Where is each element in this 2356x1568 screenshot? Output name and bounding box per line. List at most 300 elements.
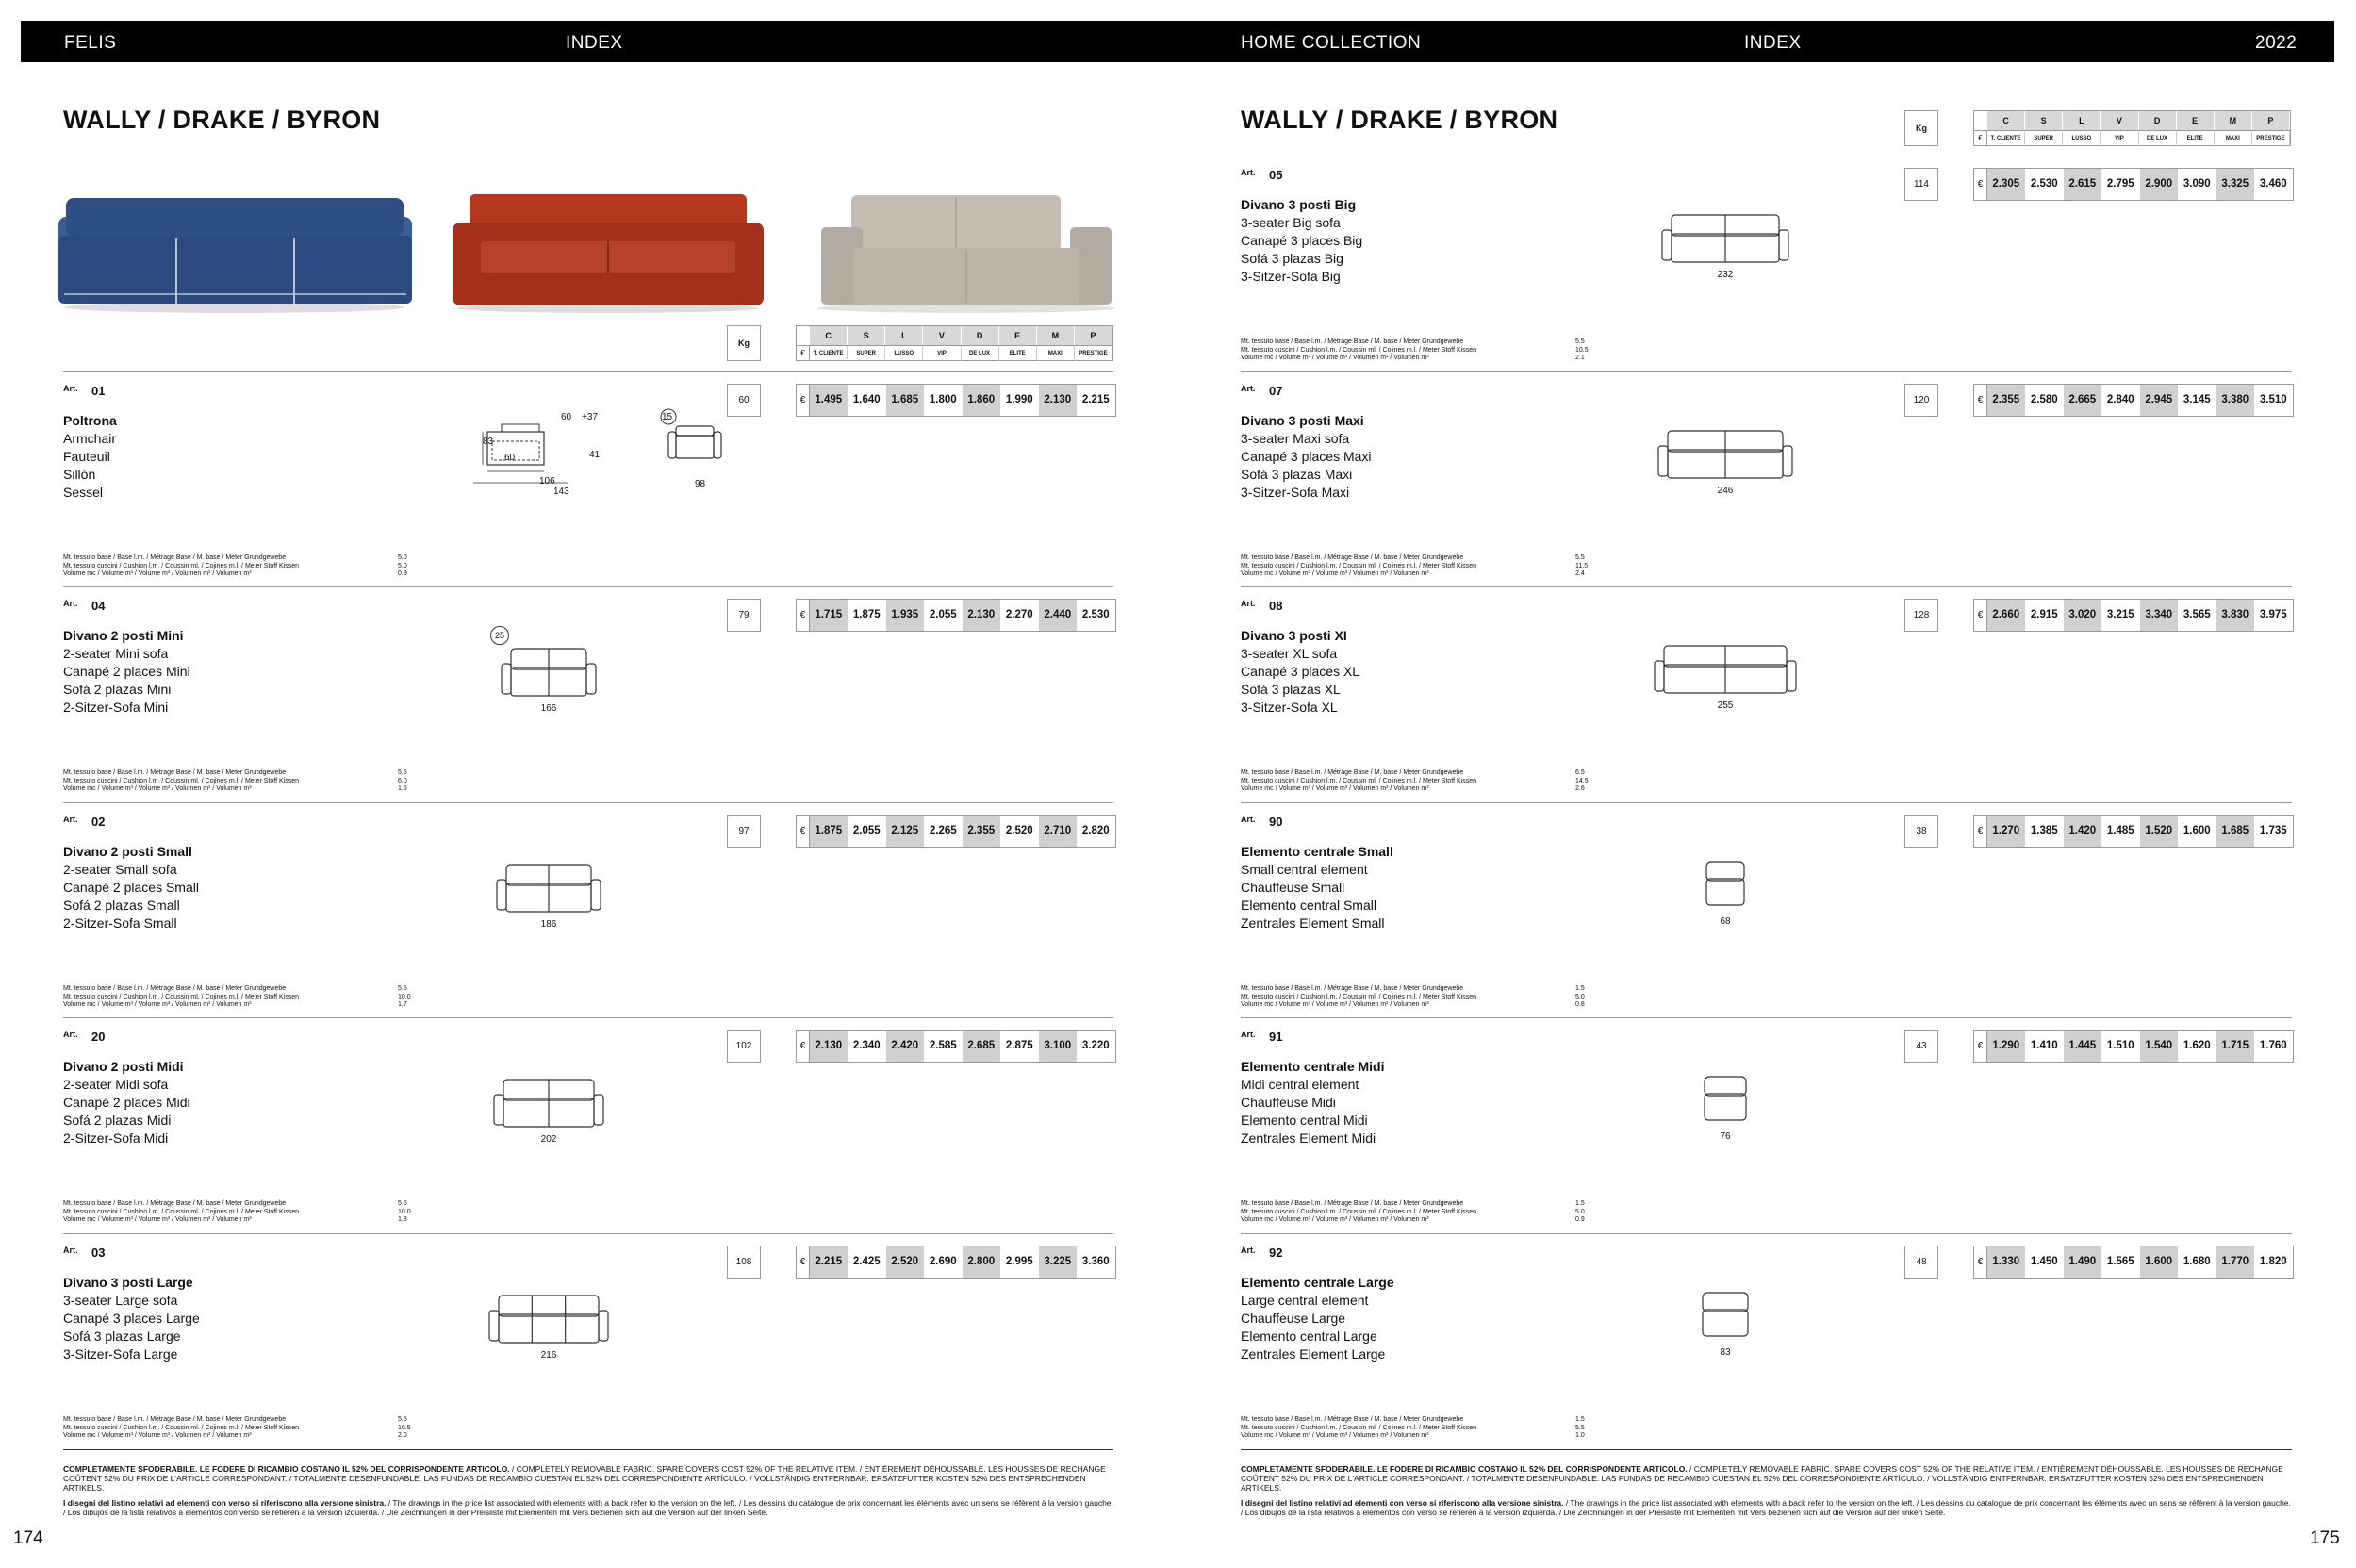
price-cell: 3.565 xyxy=(2179,600,2217,631)
metric-value: 5.5 xyxy=(1575,1424,1585,1431)
product-name: Sofá 2 plazas Midi xyxy=(63,1113,172,1128)
price-cell: 1.820 xyxy=(2255,1246,2294,1278)
index-link[interactable]: INDEX xyxy=(566,33,623,53)
index-link[interactable]: INDEX xyxy=(1744,33,1802,53)
price-grid-header xyxy=(1973,110,2291,146)
price-cell: 1.290 xyxy=(1987,1031,2026,1062)
product-name: Canapé 3 places Large xyxy=(63,1311,200,1326)
dimension-label: +37 xyxy=(582,412,598,422)
dimension-label: 60 xyxy=(561,412,572,422)
metric-value: 0.9 xyxy=(398,570,407,577)
metric-label: Mt. tessuto cuscini / Cushion l.m. / Coussin ml. / Cojines m.l. / Meter Stoff Kissen xyxy=(1241,346,1477,354)
metric-value: 14.5 xyxy=(1575,777,1589,784)
price-cell: 1.685 xyxy=(886,385,925,416)
price-cell: 3.340 xyxy=(2140,600,2179,631)
price-cell: 1.485 xyxy=(2102,816,2141,847)
tier-code: D xyxy=(962,326,999,345)
product-name: Zentrales Element Midi xyxy=(1241,1131,1376,1146)
tier-code: S xyxy=(2025,111,2063,130)
metric-label: Volume mc / Volume m³ / Volume m³ / Volumen m³ / Volumen m³ xyxy=(1241,1432,1429,1439)
price-cell: 3.460 xyxy=(2255,169,2294,200)
metric-label: Mt. tessuto base / Base l.m. / Métrage Base / M. base / Meter Grundgewebe xyxy=(1241,554,1464,561)
price-tier-names xyxy=(1974,130,2290,146)
metric-value: 10.5 xyxy=(398,1424,411,1431)
price-cell: 2.585 xyxy=(925,1031,964,1062)
product-name: Armchair xyxy=(63,431,117,446)
tier-name: LUSSO xyxy=(885,346,923,361)
product-name: Zentrales Element Large xyxy=(1241,1346,1386,1362)
sofa-drawing xyxy=(1662,215,1788,290)
metric-value: 5.0 xyxy=(398,554,407,561)
metric-label: Mt. tessuto base / Base l.m. / Métrage Base / M. base / Meter Grundgewebe xyxy=(1241,769,1464,776)
tier-code: E xyxy=(999,326,1037,345)
sofa-drawing xyxy=(497,865,601,940)
product-names xyxy=(1241,843,1393,933)
article-number: 92 xyxy=(1269,1246,1283,1260)
product-name: 3-Sitzer-Sofa Large xyxy=(63,1346,178,1362)
tier-code: M xyxy=(2215,111,2252,130)
product-names xyxy=(63,412,117,502)
price-cell: 1.860 xyxy=(963,385,1001,416)
product-name: Canapé 3 places XL xyxy=(1241,664,1360,679)
dimension-label: 60 xyxy=(504,453,516,463)
metric-value: 5.5 xyxy=(398,985,407,992)
price-cell: 2.305 xyxy=(1987,169,2026,200)
art-label: Art. xyxy=(63,815,78,824)
tier-code: V xyxy=(2101,111,2138,130)
page-number: 174 xyxy=(13,1528,43,1548)
metric-label: Volume mc / Volume m³ / Volume m³ / Volumen m³ / Volumen m³ xyxy=(1241,785,1429,792)
product-name: 3-Sitzer-Sofa Maxi xyxy=(1241,485,1350,500)
price-cell: 2.795 xyxy=(2102,169,2141,200)
price-cell: 2.355 xyxy=(1987,385,2026,416)
price-cell: 2.685 xyxy=(963,1031,1001,1062)
metric-label: Mt. tessuto base / Base l.m. / Métrage Base / M. base / Meter Grundgewebe xyxy=(63,1416,287,1423)
metric-value: 0.9 xyxy=(1575,1216,1585,1223)
metric-value: 5.0 xyxy=(398,562,407,569)
metric-label: Mt. tessuto base / Base l.m. / Métrage Base / M. base / Meter Grundgewebe xyxy=(1241,1416,1464,1423)
metric-value: 0.8 xyxy=(1575,1001,1585,1008)
dimension-label: 255 xyxy=(1717,701,1734,711)
metric-value: 1.0 xyxy=(1575,1432,1585,1439)
product-row xyxy=(63,586,1113,801)
metric-label: Mt. tessuto cuscini / Cushion l.m. / Coussin ml. / Cojines m.l. / Meter Stoff Kissen xyxy=(63,1424,300,1431)
product-name: Divano 2 posti Mini xyxy=(63,628,184,643)
price-cell: 2.900 xyxy=(2140,169,2179,200)
article-number: 03 xyxy=(91,1246,106,1260)
metric-value: 10.0 xyxy=(398,993,411,1000)
product-name: Zentrales Element Small xyxy=(1241,916,1385,931)
tier-name: MAXI xyxy=(1037,346,1075,361)
metric-value: 5.0 xyxy=(1575,1208,1585,1215)
product-name: Divano 2 posti Small xyxy=(63,844,192,859)
price-tier-codes xyxy=(810,326,1112,345)
metric-label: Volume mc / Volume m³ / Volume m³ / Volumen m³ / Volumen m³ xyxy=(63,1432,252,1439)
art-label: Art. xyxy=(63,599,78,608)
art-label: Art. xyxy=(63,1246,78,1255)
article-number: 05 xyxy=(1269,168,1283,182)
currency-symbol: € xyxy=(797,385,810,416)
product-name: Canapé 3 places Maxi xyxy=(1241,449,1372,464)
product-name: Canapé 2 places Mini xyxy=(63,664,190,679)
currency-symbol: € xyxy=(1974,131,1987,146)
price-cell: 1.565 xyxy=(2102,1246,2141,1278)
product-name: 2-seater Midi sofa xyxy=(63,1077,169,1092)
product-name: Divano 2 posti Midi xyxy=(63,1059,184,1074)
price-cell: 2.615 xyxy=(2064,169,2102,200)
price-cell: 2.055 xyxy=(848,816,887,847)
metric-value: 6.0 xyxy=(398,777,407,784)
price-cell: 2.125 xyxy=(886,816,925,847)
weight-kg: 120 xyxy=(1904,384,1938,417)
price-cell: 2.660 xyxy=(1987,600,2026,631)
product-name: Large central element xyxy=(1241,1293,1369,1308)
product-name: 3-seater Large sofa xyxy=(63,1293,178,1308)
tier-name: PRESTIGE xyxy=(2252,131,2290,146)
price-cell: 1.410 xyxy=(2026,1031,2065,1062)
price-row xyxy=(1973,815,2294,848)
metric-label: Volume mc / Volume m³ / Volume m³ / Volumen m³ / Volumen m³ xyxy=(1241,570,1429,577)
armchair-drawing xyxy=(431,412,733,500)
price-cell: 2.055 xyxy=(925,600,964,631)
metric-value: 5.0 xyxy=(1575,993,1585,1000)
art-label: Art. xyxy=(1241,168,1256,177)
art-label: Art. xyxy=(1241,1030,1256,1039)
price-cell: 2.530 xyxy=(1078,600,1116,631)
tier-name: LUSSO xyxy=(2063,131,2101,146)
kg-column-header: Kg xyxy=(727,325,761,361)
price-cell: 3.380 xyxy=(2216,385,2255,416)
price-cell: 1.990 xyxy=(1001,385,1040,416)
product-name: Fauteuil xyxy=(63,449,110,464)
metric-value: 1.5 xyxy=(1575,1200,1585,1207)
price-row xyxy=(796,1246,1116,1279)
price-cell: 1.270 xyxy=(1987,816,2026,847)
metric-value: 5.5 xyxy=(398,1200,407,1207)
price-cell: 2.875 xyxy=(1001,1031,1040,1062)
metric-value: 2.4 xyxy=(1575,570,1585,577)
currency-symbol: € xyxy=(797,816,810,847)
price-cell: 2.520 xyxy=(886,1246,925,1278)
product-name: Elemento centrale Small xyxy=(1241,844,1393,859)
currency-symbol: € xyxy=(797,346,810,361)
article-number: 02 xyxy=(91,815,106,829)
tier-name: DE LUX xyxy=(962,346,999,361)
price-cell: 3.215 xyxy=(2102,600,2141,631)
metric-label: Mt. tessuto base / Base l.m. / Métrage Base / M. base / Meter Grundgewebe xyxy=(63,554,287,561)
tier-name: SUPER xyxy=(2025,131,2063,146)
art-label: Art. xyxy=(1241,1246,1256,1255)
metric-value: 1.8 xyxy=(398,1216,407,1223)
price-cell: 1.445 xyxy=(2064,1031,2102,1062)
price-cell: 1.620 xyxy=(2179,1031,2217,1062)
sofa-drawing xyxy=(494,1080,603,1155)
product-row xyxy=(63,1233,1113,1448)
product-name: 2-seater Mini sofa xyxy=(63,646,169,661)
product-name: Midi central element xyxy=(1241,1077,1359,1092)
price-cell: 2.665 xyxy=(2064,385,2102,416)
price-cell: 1.490 xyxy=(2064,1246,2102,1278)
tier-code: L xyxy=(2063,111,2101,130)
dimension-label: 143 xyxy=(553,487,569,497)
product-row xyxy=(1241,371,2292,586)
product-name: Sofá 3 plazas Big xyxy=(1241,251,1343,266)
product-name: 2-Sitzer-Sofa Mini xyxy=(63,700,169,715)
art-label: Art. xyxy=(1241,384,1256,393)
page-title: WALLY / DRAKE / BYRON xyxy=(1241,106,1558,134)
product-name: Small central element xyxy=(1241,862,1368,877)
price-cell: 1.600 xyxy=(2140,1246,2179,1278)
tier-name: T. CLIENTE xyxy=(810,346,848,361)
product-name: Elemento centrale Large xyxy=(1241,1275,1394,1290)
weight-kg: 97 xyxy=(727,815,761,848)
currency-symbol: € xyxy=(1974,816,1987,847)
product-name: 3-Sitzer-Sofa XL xyxy=(1241,700,1338,715)
dimension-label: 246 xyxy=(1717,486,1734,496)
article-number: 07 xyxy=(1269,384,1283,398)
price-cell: 1.640 xyxy=(848,385,887,416)
price-cell: 3.020 xyxy=(2064,600,2102,631)
product-name: Sofá 3 plazas Maxi xyxy=(1241,467,1353,482)
tier-code: L xyxy=(885,326,923,345)
product-name: Elemento central Midi xyxy=(1241,1113,1368,1128)
product-names xyxy=(63,1274,200,1363)
weight-kg: 102 xyxy=(727,1030,761,1063)
product-row xyxy=(1241,802,2292,1017)
footer-notes xyxy=(1241,1464,2292,1523)
price-cell: 1.875 xyxy=(810,816,848,847)
weight-kg: 48 xyxy=(1904,1246,1938,1279)
grey-sofa-photo xyxy=(816,193,1117,316)
product-name: Sofá 2 plazas Small xyxy=(63,898,180,913)
metric-label: Volume mc / Volume m³ / Volume m³ / Volumen m³ / Volumen m³ xyxy=(63,785,252,792)
price-cell: 1.715 xyxy=(2216,1031,2255,1062)
metric-value: 5.5 xyxy=(1575,554,1585,561)
price-cell: 2.690 xyxy=(925,1246,964,1278)
price-cell: 1.800 xyxy=(925,385,964,416)
product-names xyxy=(1241,412,1372,502)
product-name: Divano 3 posti Big xyxy=(1241,197,1357,212)
footer-note-bold: I disegni del listino relativi ad elementi con verso si riferiscono alla versione sinistra. xyxy=(1241,1498,1564,1508)
product-name: Divano 3 posti Large xyxy=(63,1275,193,1290)
footer-note-bold: I disegni del listino relativi ad elementi con verso si riferiscono alla versione sinistra. xyxy=(63,1498,387,1508)
price-cell: 2.130 xyxy=(1039,385,1078,416)
art-label: Art. xyxy=(1241,815,1256,824)
product-name: Sessel xyxy=(63,485,104,500)
element-drawing xyxy=(1706,862,1744,937)
dimension-label: 232 xyxy=(1717,270,1734,280)
dimension-label: 15 xyxy=(662,412,673,422)
price-cell: 2.215 xyxy=(1078,385,1116,416)
metric-label: Volume mc / Volume m³ / Volume m³ / Volumen m³ / Volumen m³ xyxy=(63,1001,252,1008)
price-cell: 1.330 xyxy=(1987,1246,2026,1278)
metric-value: 1.5 xyxy=(1575,985,1585,992)
product-names xyxy=(1241,196,1362,286)
dimension-label: 106 xyxy=(539,476,555,487)
price-row xyxy=(1973,1246,2294,1279)
red-sofa-photo xyxy=(453,189,764,316)
tier-name: ELITE xyxy=(2177,131,2215,146)
product-name: Chauffeuse Midi xyxy=(1241,1095,1336,1110)
sofa-drawing xyxy=(494,631,596,724)
price-cell: 2.710 xyxy=(1039,816,1078,847)
product-names xyxy=(63,1058,190,1147)
year-label: 2022 xyxy=(2255,33,2298,53)
product-names xyxy=(63,843,199,933)
product-name: 3-Sitzer-Sofa Big xyxy=(1241,269,1341,284)
price-cell: 1.685 xyxy=(2216,816,2255,847)
price-cell: 2.440 xyxy=(1039,600,1078,631)
sofa-drawing xyxy=(1658,431,1792,506)
metric-label: Mt. tessuto base / Base l.m. / Métrage Base / M. base / Meter Grundgewebe xyxy=(1241,338,1464,345)
dimension-label: 83 xyxy=(1720,1347,1731,1358)
weight-kg: 114 xyxy=(1904,168,1938,201)
tier-code: S xyxy=(848,326,885,345)
price-cell: 2.580 xyxy=(2026,385,2065,416)
product-name: 3-seater XL sofa xyxy=(1241,646,1338,661)
price-cell: 3.325 xyxy=(2216,169,2255,200)
blue-sofa-photo xyxy=(58,189,412,316)
header-bar-left xyxy=(21,21,1178,62)
price-cell: 2.270 xyxy=(1001,600,1040,631)
dimension-label: 76 xyxy=(1720,1131,1731,1142)
currency-symbol: € xyxy=(1974,169,1987,200)
dimension-label: 41 xyxy=(589,450,601,460)
price-cell: 1.770 xyxy=(2216,1246,2255,1278)
footer-divider xyxy=(63,1449,1113,1450)
price-row xyxy=(796,815,1116,848)
dimension-label: 83 xyxy=(483,437,494,447)
tier-name: T. CLIENTE xyxy=(1987,131,2025,146)
metric-value: 10.0 xyxy=(398,1208,411,1215)
price-row xyxy=(1973,384,2294,417)
metric-value: 1.5 xyxy=(1575,1416,1585,1423)
price-cell: 1.680 xyxy=(2179,1246,2217,1278)
product-row xyxy=(63,802,1113,1017)
tier-code: P xyxy=(2252,111,2290,130)
product-name: Elemento central Small xyxy=(1241,898,1376,913)
price-cell: 3.510 xyxy=(2255,385,2294,416)
price-row xyxy=(796,384,1116,417)
price-cell: 3.360 xyxy=(1078,1246,1116,1278)
collection-label: HOME COLLECTION xyxy=(1241,33,1422,53)
product-name: Sofá 3 plazas Large xyxy=(63,1329,181,1344)
page-title: WALLY / DRAKE / BYRON xyxy=(63,106,381,134)
price-cell: 2.915 xyxy=(2026,600,2065,631)
product-name: 3-seater Big sofa xyxy=(1241,215,1341,230)
article-number: 91 xyxy=(1269,1030,1283,1044)
product-name: 3-seater Maxi sofa xyxy=(1241,431,1350,446)
metric-label: Mt. tessuto cuscini / Cushion l.m. / Coussin ml. / Cojines m.l. / Meter Stoff Kissen xyxy=(1241,777,1477,784)
footer-note: / COMPLETELY REMOVABLE FABRIC. SPARE COVERS COST 52% OF THE RELATIVE ITEM. / ENTIÈREMENT DÉHOUSSABLE. LES HOUSSES DE RECHANGE COÛTENT 52% DU PRIX DE L'ARTICLE CORRESPONDANT. / TOTALMENTE DESENFUNDABLE. LAS FUNDAS DE RECAMBIO CUESTAN EL 52% DEL CORRESPONDIENTE ARTÍCULO. / VOLLSTÄNDIG ENTFERNBAR. ERSATZFUTTER KOSTEN 52% DES ENTSPRECHENDEN ARTIKELS. xyxy=(63,1464,1106,1493)
metric-label: Volume mc / Volume m³ / Volume m³ / Volumen m³ / Volumen m³ xyxy=(63,1216,252,1223)
tier-code: M xyxy=(1037,326,1075,345)
tier-name: PRESTIGE xyxy=(1075,346,1112,361)
product-row xyxy=(63,371,1113,586)
metric-label: Mt. tessuto cuscini / Cushion l.m. / Coussin ml. / Cojines m.l. / Meter Stoff Kissen xyxy=(1241,1424,1477,1431)
product-name: Canapé 3 places Big xyxy=(1241,233,1363,248)
price-row xyxy=(1973,1030,2294,1063)
product-name: Canapé 2 places Midi xyxy=(63,1095,190,1110)
dimension-label: 186 xyxy=(540,919,557,930)
price-cell: 2.945 xyxy=(2140,385,2179,416)
product-names xyxy=(63,627,190,717)
tier-code: C xyxy=(810,326,848,345)
price-cell: 2.355 xyxy=(963,816,1001,847)
price-cell: 3.830 xyxy=(2216,600,2255,631)
metric-label: Mt. tessuto cuscini / Cushion l.m. / Coussin ml. / Cojines m.l. / Meter Stoff Kissen xyxy=(63,562,300,569)
price-cell: 2.840 xyxy=(2102,385,2141,416)
metric-label: Mt. tessuto cuscini / Cushion l.m. / Coussin ml. / Cojines m.l. / Meter Stoff Kissen xyxy=(63,777,300,784)
price-cell: 1.520 xyxy=(2140,816,2179,847)
product-name: Sofá 3 plazas XL xyxy=(1241,682,1341,697)
price-cell: 3.220 xyxy=(1078,1031,1116,1062)
metric-label: Mt. tessuto base / Base l.m. / Métrage Base / M. base / Meter Grundgewebe xyxy=(63,769,287,776)
metric-label: Mt. tessuto base / Base l.m. / Métrage Base / M. base / Meter Grundgewebe xyxy=(1241,985,1464,992)
metric-label: Mt. tessuto base / Base l.m. / Métrage Base / M. base / Meter Grundgewebe xyxy=(1241,1200,1464,1207)
price-cell: 2.215 xyxy=(810,1246,848,1278)
footer-note: / COMPLETELY REMOVABLE FABRIC. SPARE COVERS COST 52% OF THE RELATIVE ITEM. / ENTIÈREMENT DÉHOUSSABLE. LES HOUSSES DE RECHANGE COÛTENT 52% DU PRIX DE L'ARTICLE CORRESPONDANT. / TOTALMENTE DESENFUNDABLE. LAS FUNDAS DE RECAMBIO CUESTAN EL 52% DEL CORRESPONDIENTE ARTÍCULO. / VOLLSTÄNDIG ENTFERNBAR. ERSATZFUTTER KOSTEN 52% DES ENTSPRECHENDEN ARTIKELS. xyxy=(1241,1464,2283,1493)
price-cell: 2.800 xyxy=(963,1246,1001,1278)
weight-kg: 128 xyxy=(1904,599,1938,632)
tier-name: VIP xyxy=(2101,131,2138,146)
art-label: Art. xyxy=(63,1030,78,1039)
metric-label: Mt. tessuto base / Base l.m. / Métrage Base / M. base / Meter Grundgewebe xyxy=(63,985,287,992)
price-cell: 2.530 xyxy=(2026,169,2065,200)
price-cell: 2.425 xyxy=(848,1246,887,1278)
tier-name: MAXI xyxy=(2215,131,2252,146)
price-cell: 1.420 xyxy=(2064,816,2102,847)
page-number: 175 xyxy=(2310,1528,2340,1548)
tier-code: D xyxy=(2139,111,2177,130)
currency-symbol: € xyxy=(797,600,810,631)
currency-symbol: € xyxy=(797,1246,810,1278)
price-cell: 1.385 xyxy=(2026,816,2065,847)
metric-value: 5.5 xyxy=(398,769,407,776)
currency-symbol: € xyxy=(1974,1031,1987,1062)
price-cell: 3.090 xyxy=(2179,169,2217,200)
price-cell: 1.875 xyxy=(848,600,887,631)
price-row xyxy=(1973,599,2294,632)
price-cell: 1.600 xyxy=(2179,816,2217,847)
price-cell: 2.130 xyxy=(810,1031,848,1062)
metric-value: 2.6 xyxy=(1575,785,1585,792)
dimension-label: 216 xyxy=(540,1350,557,1361)
product-row xyxy=(1241,586,2292,801)
product-name: Divano 3 posti Maxi xyxy=(1241,413,1364,428)
price-cell: 2.520 xyxy=(1001,816,1040,847)
metric-label: Mt. tessuto cuscini / Cushion l.m. / Coussin ml. / Cojines m.l. / Meter Stoff Kissen xyxy=(1241,993,1477,1000)
metric-value: 6.5 xyxy=(1575,769,1585,776)
article-number: 04 xyxy=(91,599,106,613)
product-row xyxy=(1241,1233,2292,1448)
metric-label: Mt. tessuto cuscini / Cushion l.m. / Coussin ml. / Cojines m.l. / Meter Stoff Kissen xyxy=(1241,1208,1477,1215)
currency-symbol: € xyxy=(1974,1246,1987,1278)
metric-label: Mt. tessuto cuscini / Cushion l.m. / Coussin ml. / Cojines m.l. / Meter Stoff Kissen xyxy=(1241,562,1477,569)
dimension-label: 98 xyxy=(695,479,706,489)
dimension-label: 68 xyxy=(1720,916,1731,927)
price-cell: 3.225 xyxy=(1039,1246,1078,1278)
element-drawing xyxy=(1703,1293,1748,1368)
price-row xyxy=(796,599,1116,632)
price-grid-header xyxy=(796,325,1113,361)
metric-label: Mt. tessuto cuscini / Cushion l.m. / Coussin ml. / Cojines m.l. / Meter Stoff Kissen xyxy=(63,993,300,1000)
product-row xyxy=(1241,1017,2292,1232)
tier-code: C xyxy=(1987,111,2025,130)
tier-name: SUPER xyxy=(848,346,885,361)
price-cell: 2.820 xyxy=(1078,816,1116,847)
price-cell: 1.715 xyxy=(810,600,848,631)
